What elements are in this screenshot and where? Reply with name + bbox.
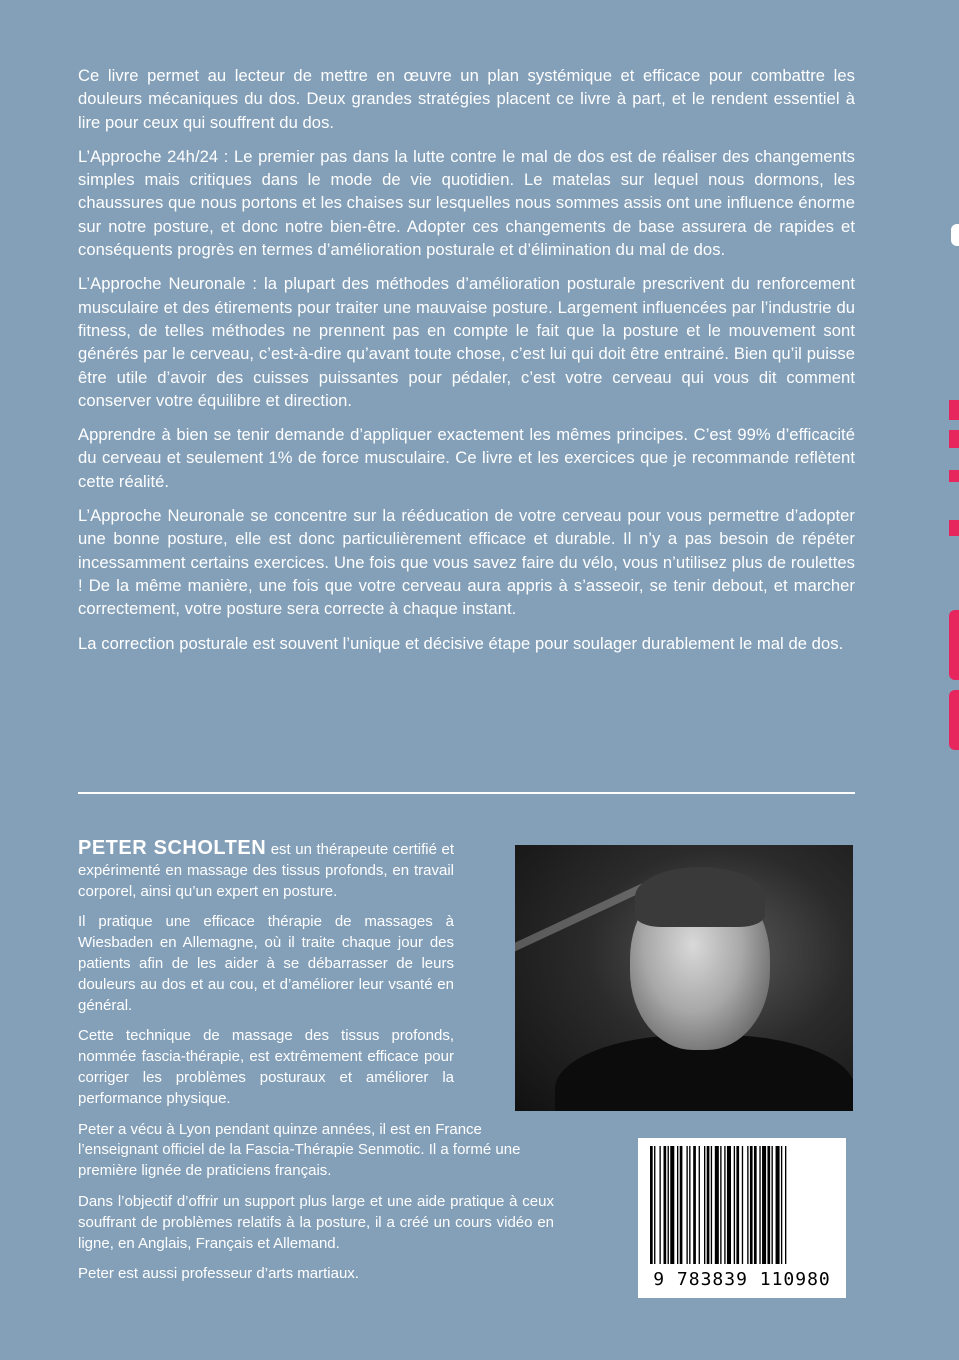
barcode-bar	[670, 1146, 674, 1264]
author-bio	[78, 838, 554, 1295]
barcode-bar	[759, 1146, 760, 1264]
bio-paragraph: Peter est aussi professeur d’arts martiaux.	[78, 1265, 359, 1283]
barcode-bar	[711, 1146, 712, 1264]
author-name: PETER SCHOLTEN	[78, 837, 267, 859]
barcode-digits: 9 783839 110980	[653, 1269, 831, 1290]
bio-paragraph: Il pratique une efficace thérapie de massages à Wiesbaden en Allemagne, où il traite chaque jour des patients afin de les aider à se débarrasser de leurs douleurs au dos et au cou, et d’améliorer leur vsanté en général.	[78, 913, 454, 1014]
back-cover-description	[78, 64, 855, 666]
barcode-bar	[699, 1146, 700, 1264]
description-paragraph: L’Approche 24h/24 : Le premier pas dans la lutte contre le mal de dos est de réaliser des changements simples mais critiques dans le mode de vie quotidien. Le matelas sur lequel nous dormons, les chaussures que nous portons et les chaises sur lesquelles nous sommes assis ont une influence énorme sur notre posture, et donc notre bien-être. Adopter ces changements de base assurera de rapides et conséquents progrès en termes d’amélioration posturale et d’élimination du mal de dos.	[78, 146, 855, 260]
barcode-bar	[664, 1146, 667, 1264]
barcode-bar	[654, 1146, 655, 1264]
section-divider	[78, 792, 855, 794]
barcode-bar	[754, 1146, 757, 1264]
spine-title-fragment	[949, 690, 959, 750]
barcode-bar	[736, 1146, 739, 1264]
bio-intro-text: est un thérapeute certifié et expérimenté en massage des tissus profonds, en travail corporel, ainsi qu’un expert en posture.	[78, 841, 454, 900]
description-paragraph: L’Approche Neuronale se concentre sur la rééducation de votre cerveau pour vous permettre d’adopter une bonne posture, elle est donc particulièrement efficace et durable. Il n’y a pas besoin de répéter incessamment certains exercices. Une fois que vous savez faire du vélo, vous n’utilisez plus de roulettes ! De la même manière, une fois que votre cerveau aura appris à s’asseoir, se tenir debout, et marcher correctement, votre posture sera correcte à chaque instant.	[78, 506, 855, 619]
barcode-bar	[747, 1146, 748, 1264]
barcode-bar	[659, 1146, 660, 1264]
barcode-bar	[715, 1146, 719, 1264]
spine-title-fragment	[949, 430, 959, 448]
spine-title-fragment	[949, 520, 959, 536]
barcode-bar	[724, 1146, 725, 1264]
barcode-bar	[742, 1146, 743, 1264]
barcode-bar	[727, 1146, 731, 1264]
barcode-bar	[762, 1146, 766, 1264]
bio-paragraph: Dans l’objectif d’offrir un support plus large et une aide pratique à ceux souffrant de problèmes relatifs à la posture, il a créé un cours vidéo en ligne, en Anglais, Français et Allemand.	[78, 1192, 554, 1252]
barcode-bar	[750, 1146, 753, 1264]
barcode-bar	[707, 1146, 710, 1264]
bio-paragraph: Peter a vécu à Lyon pendant quinze années, il est en France l’enseignant officiel de la Fascia-Thérapie Senmotic. Il a formé une première lignée de praticiens français.	[78, 1120, 521, 1180]
barcode-bar	[734, 1146, 735, 1264]
bio-paragraph: Cette technique de massage des tissus profonds, nommée fascia-thérapie, est extrêmement efficace pour corriger les problèmes posturaux et améliorer la performance physique.	[78, 1027, 454, 1107]
description-paragraph: L’Approche Neuronale : la plupart des méthodes d’amélioration posturale prescrivent du renforcement musculaire et des étirements pour traiter une mauvaise posture. Largement influencées par l’industrie du fitness, de telles méthodes ne prennent pas en compte le fait que la posture et le mouvement sont générés par le cerveau, c’est-à-dire qu’avant toute chose, c’est lui qui doit être entrainé. Bien qu’il puisse être utile d’avoir des cuisses puissantes pour pédaler, c’est votre cerveau qui vous dit comment conserver votre équilibre et direction.	[78, 274, 855, 410]
author-photo	[515, 845, 853, 1111]
barcode-bar	[677, 1146, 678, 1264]
barcode-bar	[686, 1146, 687, 1264]
barcode-bar	[776, 1146, 780, 1264]
description-paragraph: Apprendre à bien se tenir demande d’appliquer exactement les mêmes principes. C’est 99% d’efficacité du cerveau et seulement 1% de force musculaire. Ce livre et les exercices que je recommande reflètent cette réalité.	[78, 425, 855, 491]
barcode-bar	[704, 1146, 705, 1264]
barcode-bar	[693, 1146, 696, 1264]
barcode-bars	[648, 1146, 836, 1264]
bio-intro	[78, 838, 454, 902]
barcode-bar	[772, 1146, 773, 1264]
description-paragraph: La correction posturale est souvent l’unique et décisive étape pour soulager durablement le mal de dos.	[78, 633, 844, 653]
spine-title-fragment	[949, 610, 959, 680]
barcode-bar	[720, 1146, 721, 1264]
barcode-bar	[650, 1146, 653, 1264]
barcode-bar	[785, 1146, 786, 1264]
barcode-bar	[668, 1146, 669, 1264]
spine-title-fragment	[949, 400, 959, 420]
barcode-bar	[689, 1146, 690, 1264]
description-paragraph: Ce livre permet au lecteur de mettre en œuvre un plan systémique et efficace pour combattre les douleurs mécaniques du dos. Deux grandes stratégies placent ce livre à part, et le rendent essentiel à lire pour ceux qui souffrent du dos.	[78, 66, 855, 132]
barcode-bar	[767, 1146, 770, 1264]
spine-title-fragment	[949, 470, 959, 482]
isbn-barcode	[638, 1138, 846, 1298]
spine-letter-fragment	[951, 224, 959, 246]
spine-edge	[947, 0, 959, 1360]
barcode-bar	[781, 1146, 782, 1264]
barcode-bar	[680, 1146, 683, 1264]
